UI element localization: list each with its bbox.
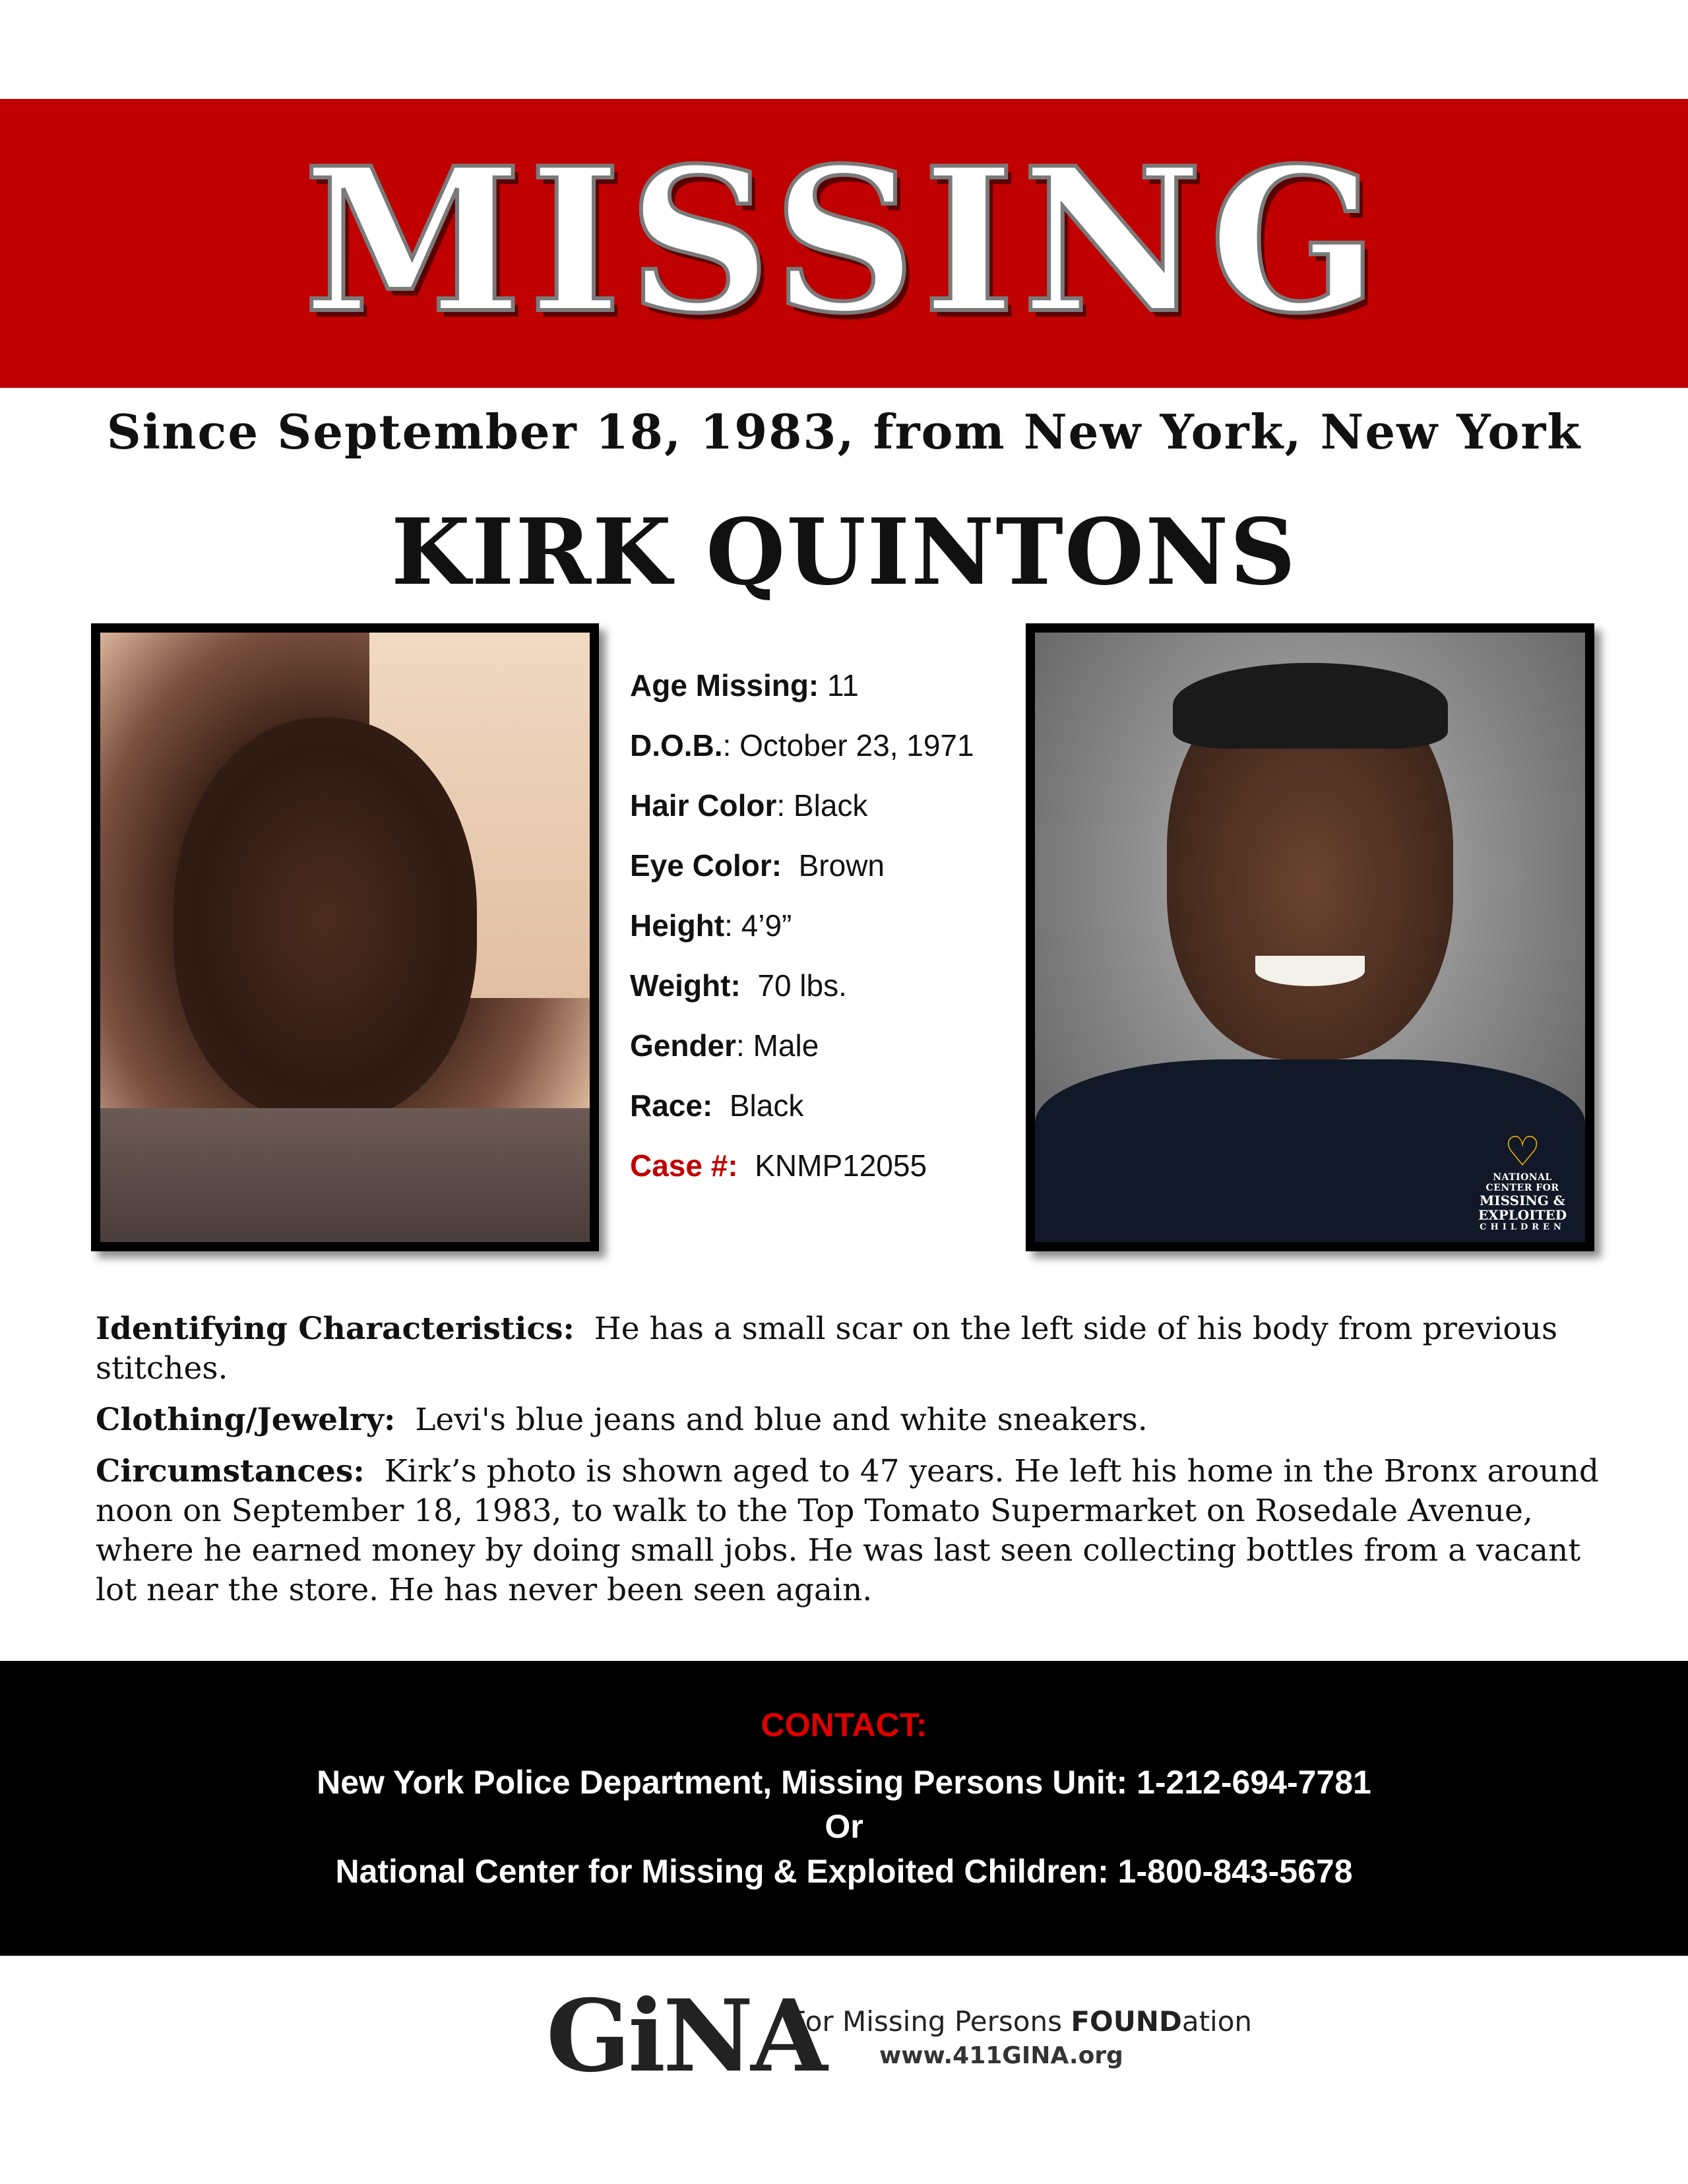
contact-heading: CONTACT: <box>761 1706 927 1743</box>
detail-age-missing: Age Missing: 11 <box>630 668 859 702</box>
ncmec-badge: ♡ NATIONAL CENTER FOR MISSING & EXPLOITED CHILDREN <box>1470 1131 1575 1232</box>
gina-url: www.411GINA.org <box>879 2042 1123 2069</box>
detail-weight: Weight: 70 lbs. <box>630 968 847 1003</box>
adult-smile <box>1255 956 1365 986</box>
details-list <box>630 668 974 1208</box>
childhood-photo <box>91 623 599 1251</box>
gina-footer <box>546 1978 1253 2094</box>
detail-race: Race: Black <box>630 1088 804 1123</box>
circumstances: Circumstances: Kirk’s photo is shown aged to 47 years. He left his home in the Bronx around noon on September 18, 1983, to walk to the Top Tomato Supermarket on Rosedale Avenue, where he earned money by doing small jobs. He was last seen collecting bottles from a vacant lot near the store. He has never been seen again. <box>96 1453 1599 1608</box>
detail-case-number: Case #: KNMP12055 <box>630 1148 927 1183</box>
detail-eye-color: Eye Color: Brown <box>630 848 885 883</box>
child-face <box>173 718 477 1120</box>
detail-dob: D.O.B.: October 23, 1971 <box>630 728 974 763</box>
person-name: KIRK QUINTONS <box>391 498 1297 606</box>
missing-since-line: Since September 18, 1983, from New York, New York <box>106 404 1582 460</box>
detail-height: Height: 4’9” <box>630 908 792 943</box>
contact-section <box>0 1661 1688 1956</box>
contact-or: Or <box>825 1808 863 1845</box>
gina-tagline: For Missing Persons FOUNDation <box>790 2005 1253 2038</box>
adult-hair <box>1173 663 1448 748</box>
case-description <box>96 1309 1600 1622</box>
child-shirt <box>100 1108 590 1242</box>
contact-nypd: New York Police Department, Missing Persons Unit: 1-212-694-7781 <box>317 1764 1371 1801</box>
identifying-characteristics: Identifying Characteristics: He has a small scar on the left side of his body from previous stitches. <box>96 1311 1558 1387</box>
detail-hair-color: Hair Color: Black <box>630 788 868 823</box>
ncmec-heart-icon: ♡ <box>1504 1127 1541 1175</box>
detail-gender: Gender: Male <box>630 1028 819 1063</box>
missing-title: MISSING <box>303 124 1385 357</box>
clothing-jewelry: Clothing/Jewelry: Levi's blue jeans and blue and white sneakers. <box>96 1402 1148 1438</box>
gina-logo: GiNA <box>546 1978 825 2094</box>
contact-ncmec: National Center for Missing & Exploited Children: 1-800-843-5678 <box>335 1853 1353 1890</box>
